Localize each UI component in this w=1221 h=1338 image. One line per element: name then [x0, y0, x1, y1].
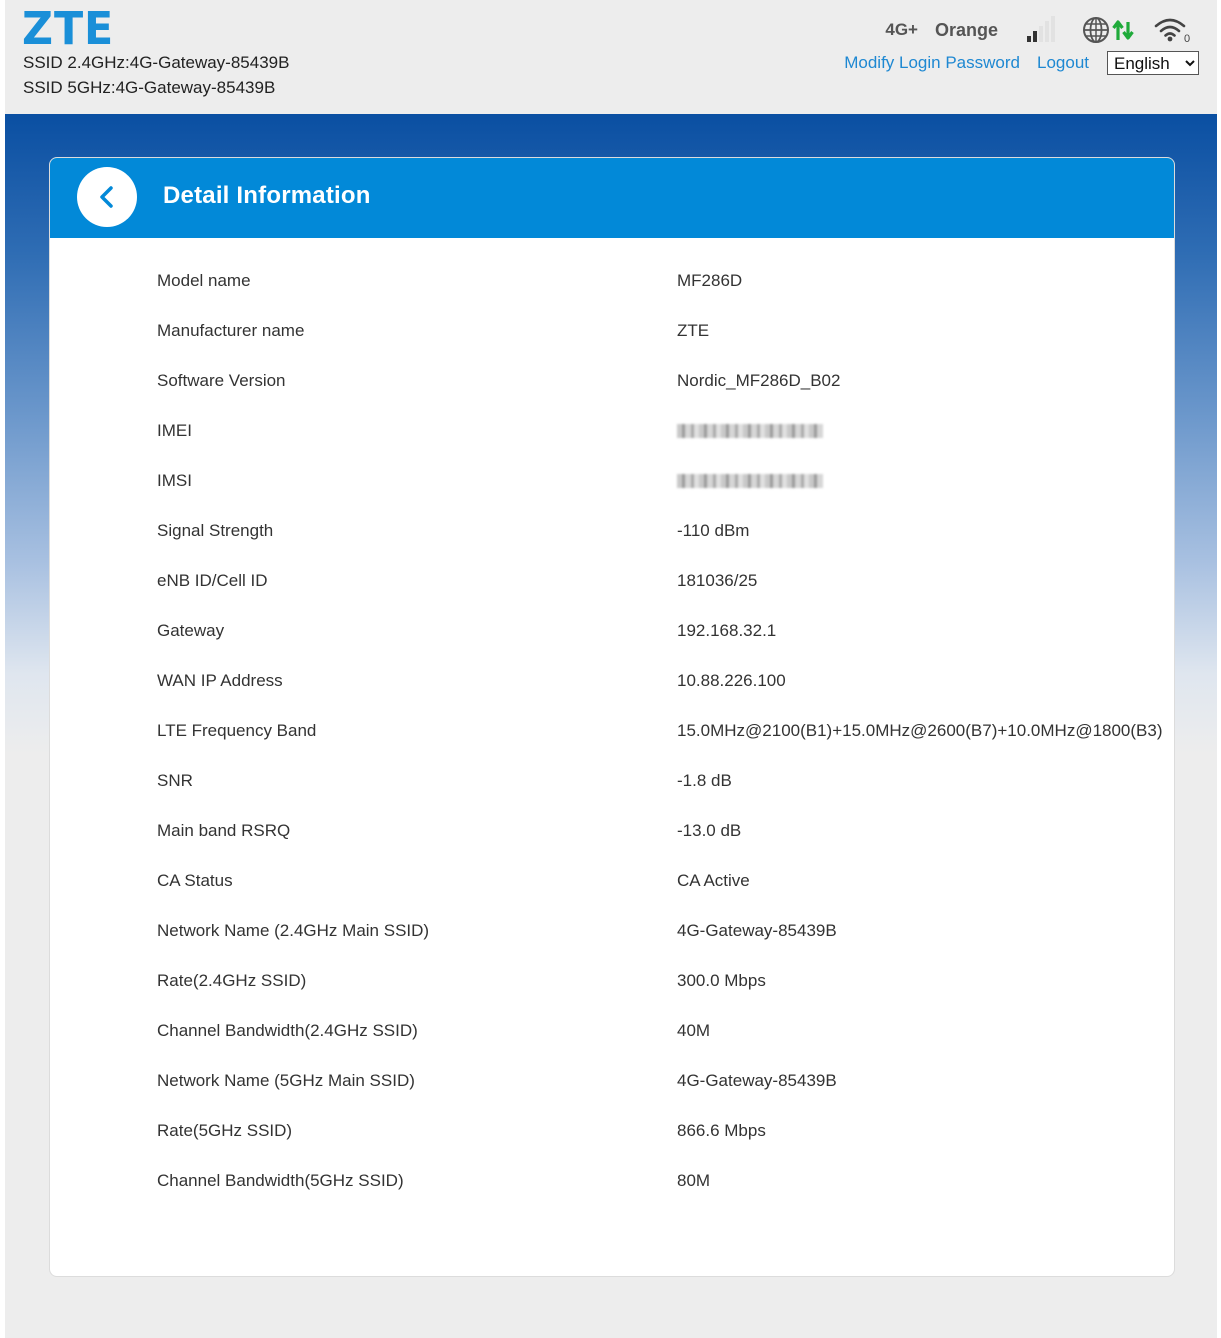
detail-label: Rate(5GHz SSID)	[157, 1121, 293, 1140]
detail-value: CA Active	[677, 871, 750, 890]
detail-label: Channel Bandwidth(5GHz SSID)	[157, 1171, 404, 1190]
detail-label: Main band RSRQ	[157, 821, 291, 840]
detail-label: Software Version	[157, 371, 286, 390]
detail-row	[157, 318, 1157, 368]
detail-row	[157, 1118, 1157, 1168]
wifi-client-count: 0	[1184, 33, 1191, 44]
detail-row	[157, 718, 1163, 768]
status-bar	[885, 18, 1192, 42]
detail-value: 80M	[677, 1171, 711, 1190]
detail-row	[157, 418, 1157, 468]
detail-label: LTE Frequency Band	[157, 721, 317, 740]
card-header	[50, 158, 1174, 238]
top-links	[844, 51, 1199, 75]
detail-row	[157, 1168, 1157, 1218]
detail-row	[157, 1068, 1157, 1118]
detail-row	[157, 768, 1157, 818]
globe-icon	[1082, 16, 1112, 44]
detail-value: 300.0 Mbps	[677, 971, 766, 990]
logout-link[interactable]: Logout	[1037, 53, 1089, 72]
detail-label: eNB ID/Cell ID	[157, 571, 268, 590]
blurred-redaction	[677, 474, 823, 488]
detail-value: -1.8 dB	[677, 771, 732, 790]
detail-label: SNR	[157, 771, 193, 790]
detail-value: 866.6 Mbps	[677, 1121, 766, 1140]
detail-label: Gateway	[157, 621, 225, 640]
detail-row	[157, 518, 1157, 568]
content-background	[5, 114, 1217, 1338]
chevron-left-icon	[96, 184, 118, 210]
network-type: 4G+	[885, 20, 918, 39]
wifi-icon	[1154, 16, 1192, 44]
detail-value: ZTE	[677, 321, 710, 340]
ssid-5ghz-label: SSID 5GHz:4G-Gateway-85439B	[23, 78, 276, 97]
detail-value: 40M	[677, 1021, 711, 1040]
detail-row	[157, 968, 1157, 1018]
detail-value: Nordic_MF286D_B02	[677, 371, 841, 390]
blurred-redaction	[677, 424, 823, 438]
back-button[interactable]	[77, 167, 137, 227]
detail-value: 4G-Gateway-85439B	[677, 921, 837, 940]
ssid-24ghz-label: SSID 2.4GHz:4G-Gateway-85439B	[23, 53, 290, 72]
detail-row	[157, 618, 1157, 668]
detail-row	[157, 368, 1157, 418]
detail-row	[157, 818, 1157, 868]
redacted-value	[677, 418, 1157, 468]
top-header	[5, 0, 1217, 114]
detail-row	[157, 1018, 1157, 1068]
detail-label: Rate(2.4GHz SSID)	[157, 971, 307, 990]
detail-label: Manufacturer name	[157, 321, 305, 340]
detail-label: CA Status	[157, 871, 233, 890]
detail-row	[157, 468, 1157, 518]
signal-icon	[1026, 16, 1056, 44]
detail-value: 192.168.32.1	[677, 621, 777, 640]
detail-list	[157, 268, 1163, 1218]
detail-row	[157, 868, 1157, 918]
detail-value: 4G-Gateway-85439B	[677, 1071, 837, 1090]
detail-label: Signal Strength	[157, 521, 274, 540]
detail-row	[157, 668, 1157, 718]
detail-label: IMEI	[157, 421, 192, 440]
detail-info-card	[49, 157, 1175, 1277]
detail-label: Network Name (2.4GHz Main SSID)	[157, 921, 430, 940]
detail-value: 181036/25	[677, 571, 758, 590]
page-title: Detail Information	[163, 182, 371, 209]
detail-label: IMSI	[157, 471, 192, 490]
detail-label: Network Name (5GHz Main SSID)	[157, 1071, 415, 1090]
detail-row	[157, 568, 1157, 618]
detail-value: MF286D	[677, 271, 743, 290]
detail-value: 15.0MHz@2100(B1)+15.0MHz@2600(B7)+10.0MHz@1800(B3)	[677, 721, 1163, 740]
detail-label: Channel Bandwidth(2.4GHz SSID)	[157, 1021, 418, 1040]
router-page	[5, 0, 1217, 1338]
modify-login-password-link[interactable]: Modify Login Password	[844, 53, 1020, 72]
detail-value: -110 dBm	[677, 521, 750, 540]
detail-value: 10.88.226.100	[677, 671, 786, 690]
data-transfer-icon	[1112, 16, 1134, 44]
detail-row	[157, 268, 1157, 318]
language-select[interactable]	[1107, 51, 1199, 75]
detail-label: Model name	[157, 271, 251, 290]
detail-value: -13.0 dB	[677, 821, 742, 840]
redacted-value	[677, 468, 1157, 518]
detail-label: WAN IP Address	[157, 671, 283, 690]
zte-logo[interactable]: ZTE	[22, 2, 115, 55]
detail-row	[157, 918, 1157, 968]
operator-name: Orange	[934, 19, 998, 40]
